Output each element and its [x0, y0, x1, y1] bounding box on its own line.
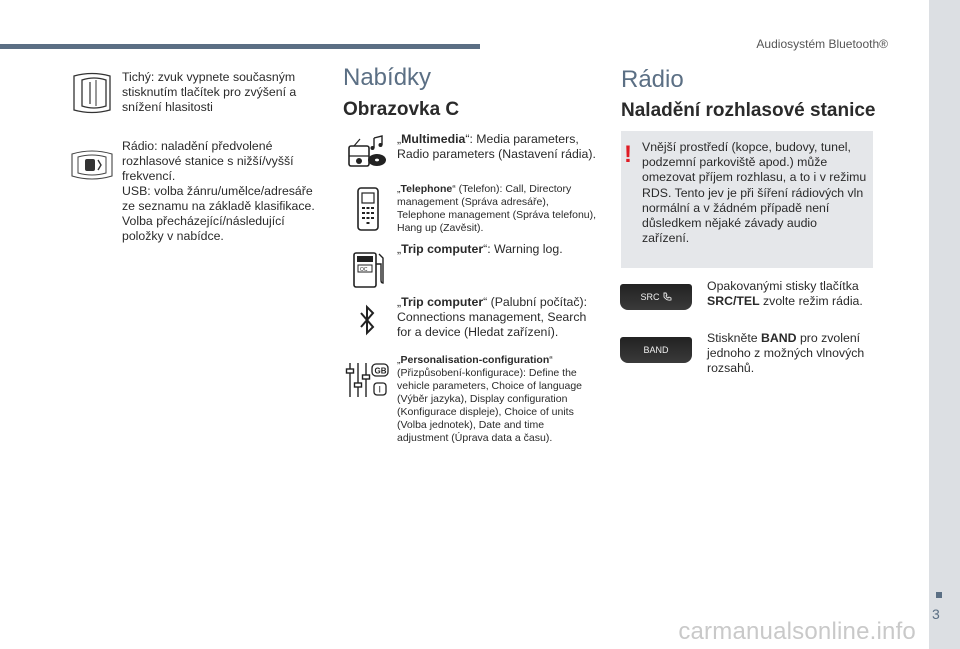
steering-wheel-control-icon [68, 70, 116, 116]
watermark: carmanualsonline.info [678, 618, 916, 645]
trip-computer-title: Trip computer [401, 242, 484, 256]
personalisation-desc: (Přizpůsobení-konfigurace): Define the vehicle parameters, Choice of language (Výběr jazyka), Display configuration (Konfigurace displeje), Choice of units (Volba jednotek), Date and time adjustment (Úprava data a času). [397, 367, 583, 444]
mute-description: Tichý: zvuk vypnete současným stisknutím tlačítek pro zvýšení a snížení hlasitosti [122, 70, 297, 114]
src-post: zvolte režim rádia. [759, 294, 863, 308]
warning-box [621, 131, 873, 268]
band-button-label: BAND [643, 345, 669, 355]
bluetooth-item [397, 295, 597, 340]
quote-close: “ [549, 354, 553, 366]
bluetooth-icon [358, 303, 378, 339]
quote-open: „ [397, 132, 402, 146]
telephone-item [397, 183, 597, 235]
multimedia-desc: : Media parameters, Radio parameters (Nastavení rádia). [397, 132, 596, 161]
quote-close: “ [465, 132, 470, 146]
units-icon-label: I [378, 384, 382, 395]
quote-close: “ [483, 295, 488, 309]
tuning-heading: Naladění rozhlasové stanice [621, 100, 876, 121]
quote-open: „ [397, 183, 401, 195]
trip-computer-icon [352, 250, 386, 290]
radio-description: Rádio: naladění předvolené rozhlasové stanice s nižší/vyšší frekvencí. USB: volba žánru/umělce/adresáře ze seznamu na základě klasifikace. Volba přecházející/následující položky v nabídce. [122, 139, 315, 243]
menus-heading: Nabídky [343, 64, 432, 91]
quote-open: „ [397, 295, 402, 309]
bluetooth-title: Trip computer [401, 295, 484, 309]
trip-icon-label: OC [360, 267, 368, 273]
trip-computer-item [397, 242, 597, 257]
personalisation-item [397, 354, 597, 445]
src-button-label: SRC [640, 292, 660, 302]
radio-heading: Rádio [621, 66, 684, 93]
band-description [707, 331, 872, 376]
header-bar [0, 44, 480, 49]
bluetooth-desc: (Palubní počítač): Connections management, Search for a device (Hledat zařízení). [397, 295, 588, 339]
src-button [620, 284, 692, 310]
language-icon-label: GB [374, 366, 387, 376]
src-pre: Opakovanými stisky tlačítka [707, 279, 859, 293]
screen-c-heading: Obrazovka C [343, 99, 460, 120]
band-bold: BAND [761, 331, 797, 345]
media-icon [346, 134, 388, 170]
quote-close: “ [483, 242, 488, 256]
personalisation-title: Personalisation-configuration [400, 354, 550, 366]
page-number: 3 [932, 606, 940, 622]
src-bold: SRC/TEL [707, 294, 760, 308]
telephone-title: Telephone [400, 183, 453, 195]
page-marker [936, 592, 942, 598]
telephone-icon [356, 186, 380, 232]
side-strip [929, 0, 960, 649]
trip-computer-desc: : Warning log. [487, 242, 563, 256]
multimedia-title: Multimedia [401, 132, 466, 146]
settings-sliders-icon [345, 361, 391, 399]
quote-open: „ [397, 242, 402, 256]
band-post: pro zvolení jednoho z možných vlnových rozsahů. [707, 331, 865, 375]
section-title: Audiosystém Bluetooth® [756, 37, 888, 51]
warning-text: Vnější prostředí (kopce, budovy, tunel, podzemní parkoviště apod.) může omezovat příjem rozhlasu, a to i v režimu RDS. Tento jev je při šíření rádiových vln normální a v žádném případě není důsledkem nějaké závady audio zařízení. [642, 140, 867, 246]
band-pre: Stiskněte [707, 331, 761, 345]
steering-wheel-control-icon [68, 148, 116, 182]
band-button [620, 337, 692, 363]
quote-open: „ [397, 354, 401, 366]
multimedia-item [397, 132, 597, 162]
phone-handset-icon [662, 292, 672, 302]
quote-close: “ [452, 183, 456, 195]
warning-icon: ! [624, 141, 632, 168]
telephone-desc: (Telefon): Call, Directory management (Správa adresáře), Telephone management (Správa telefonu), Hang up (Zavěsit). [397, 183, 597, 234]
src-description [707, 279, 872, 309]
